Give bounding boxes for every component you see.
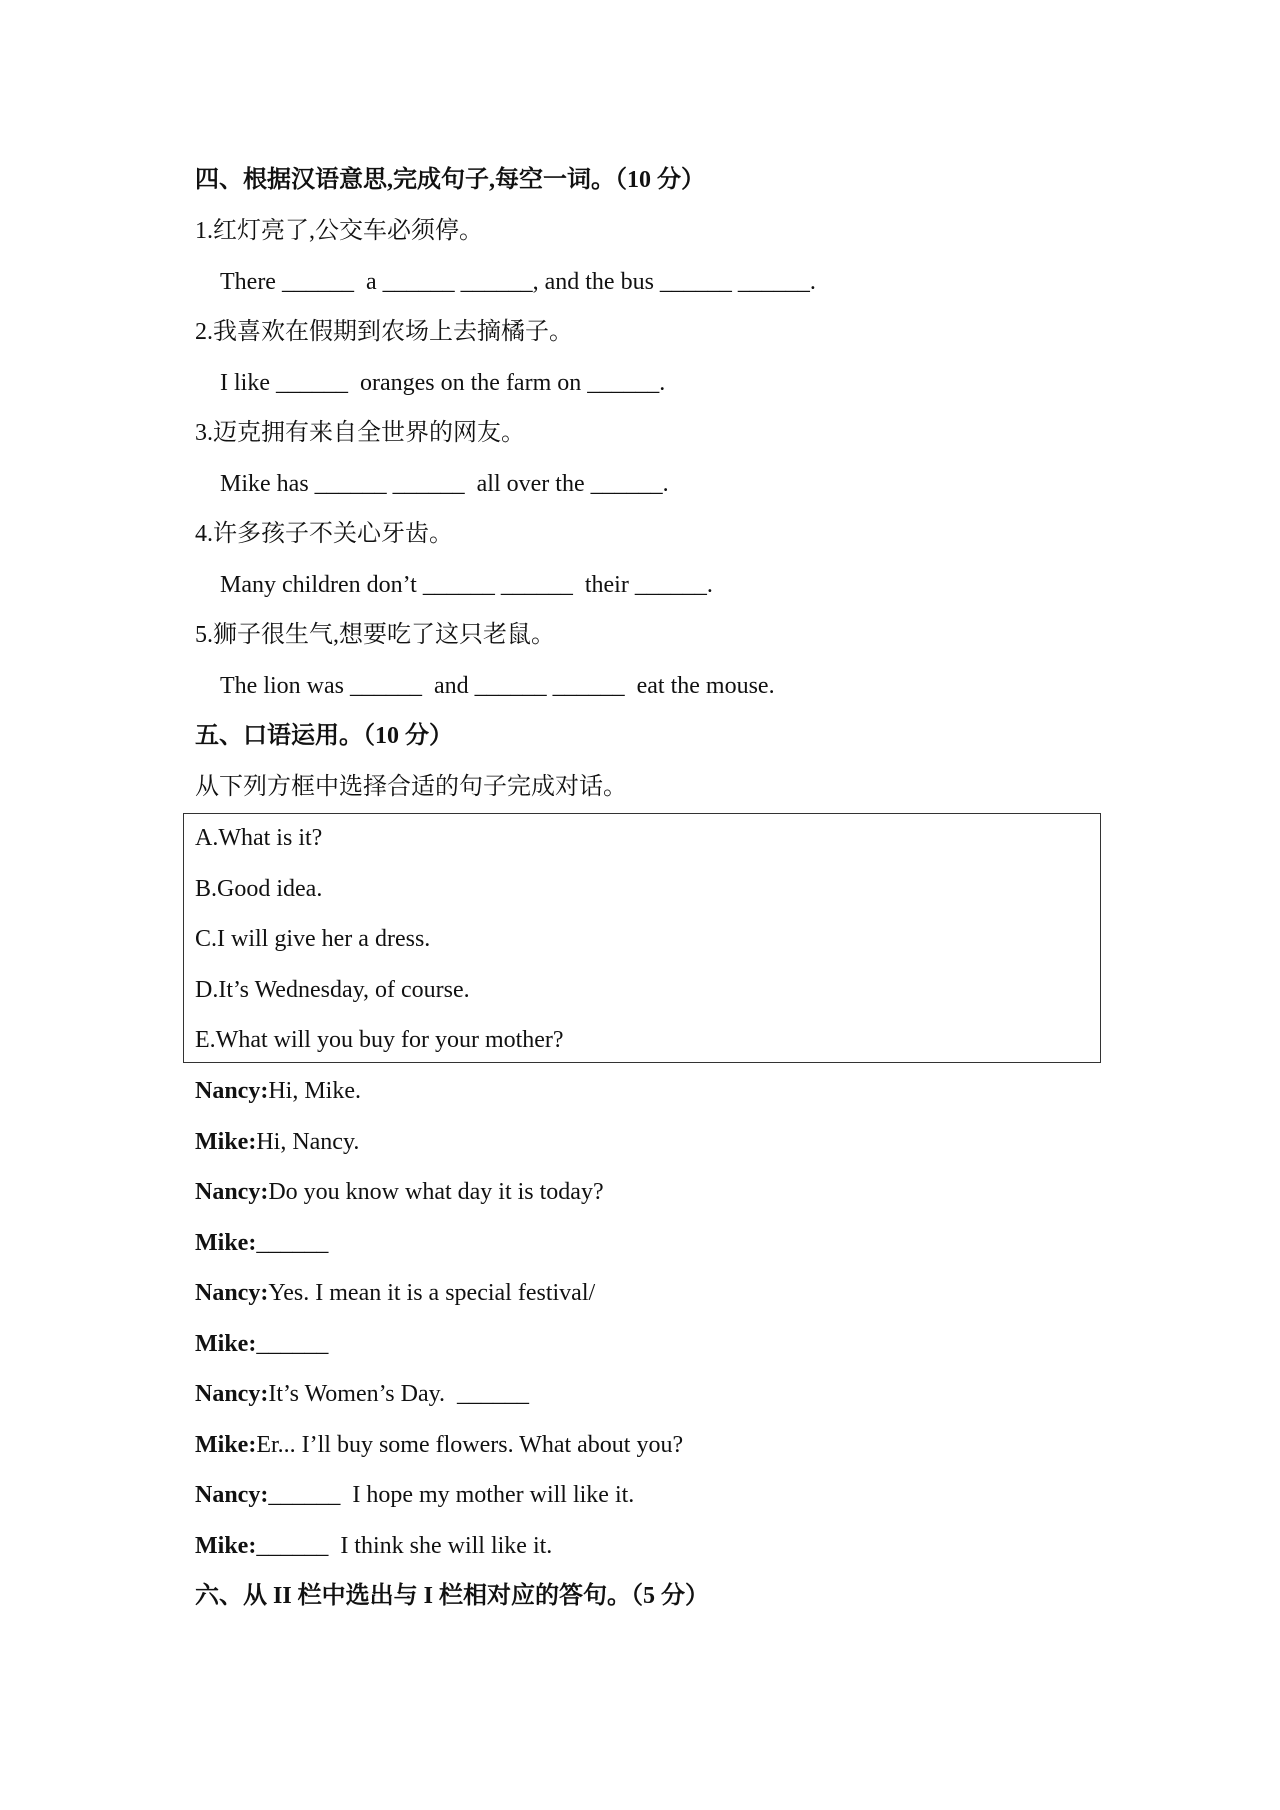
dialogue-text: ______ I hope my mother will like it. [268,1482,635,1508]
section4-item1-english: There ______ a ______ ______, and the bus ______ ______. [220,269,816,295]
dialogue-line [195,1430,683,1460]
dialogue-speaker: Mike: [195,1230,257,1256]
dialogue-speaker: Mike: [195,1432,257,1458]
dialogue-line [195,1127,359,1157]
dialogue-line [195,1379,529,1409]
dialogue-text: ______ [256,1230,329,1256]
dialogue-speaker: Nancy: [195,1179,269,1205]
section4-item2-english: I like ______ oranges on the farm on ______. [220,370,666,396]
option-b: B.Good idea. [195,876,323,902]
section4-heading: 四、根据汉语意思,完成句子,每空一词。（10 分） [195,167,705,193]
options-box [183,813,1101,1063]
dialogue-text: Do you know what day it is today? [268,1179,604,1205]
dialogue-line [195,1531,552,1561]
dialogue-speaker: Mike: [195,1533,257,1559]
section5-instruction: 从下列方框中选择合适的句子完成对话。 [195,774,627,800]
dialogue-text: ______ I think she will like it. [256,1533,553,1559]
dialogue-text: Hi, Mike. [268,1078,361,1104]
section4-item2-chinese: 2.我喜欢在假期到农场上去摘橘子。 [195,319,573,345]
dialogue-line [195,1177,604,1207]
dialogue-line [195,1480,634,1510]
section4-item5-english: The lion was ______ and ______ ______ eat the mouse. [220,673,775,699]
dialogue-line [195,1329,328,1359]
dialogue-line [195,1228,328,1258]
dialogue-speaker: Mike: [195,1129,257,1155]
dialogue-speaker: Nancy: [195,1078,269,1104]
section4-item3-chinese: 3.迈克拥有来自全世界的网友。 [195,420,525,446]
dialogue-text: Yes. I mean it is a special festival/ [268,1280,596,1306]
section4-item3-english: Mike has ______ ______ all over the ______. [220,471,669,497]
dialogue-text: Hi, Nancy. [256,1129,360,1155]
dialogue-speaker: Mike: [195,1331,257,1357]
section4-item5-chinese: 5.狮子很生气,想要吃了这只老鼠。 [195,622,555,648]
option-d: D.It’s Wednesday, of course. [195,977,470,1003]
dialogue-text: ______ [256,1331,329,1357]
section6-heading: 六、从 II 栏中选出与 I 栏相对应的答句。（5 分） [195,1583,710,1609]
section4-item4-chinese: 4.许多孩子不关心牙齿。 [195,521,453,547]
option-c: C.I will give her a dress. [195,926,431,952]
dialogue-line [195,1278,595,1308]
dialogue-line [195,1076,361,1106]
dialogue-text: It’s Women’s Day. ______ [268,1381,530,1407]
option-a: A.What is it? [195,825,323,851]
dialogue-text: Er... I’ll buy some flowers. What about you? [256,1432,684,1458]
option-e: E.What will you buy for your mother? [195,1027,564,1053]
dialogue-speaker: Nancy: [195,1381,269,1407]
section4-item4-english: Many children don’t ______ ______ their ______. [220,572,713,598]
section4-item1-chinese: 1.红灯亮了,公交车必须停。 [195,218,483,244]
dialogue-speaker: Nancy: [195,1482,269,1508]
section5-heading: 五、口语运用。（10 分） [195,723,453,749]
dialogue-speaker: Nancy: [195,1280,269,1306]
